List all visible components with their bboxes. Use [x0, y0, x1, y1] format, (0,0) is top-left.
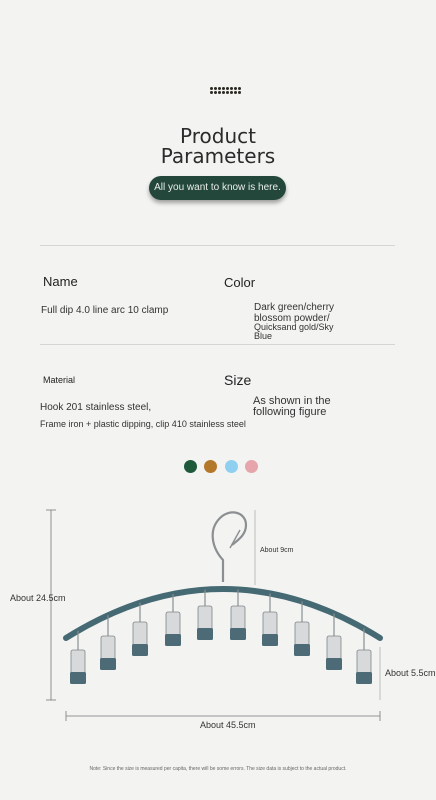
- page-title: [0, 126, 436, 166]
- name-label: Name: [43, 274, 78, 289]
- clip: [326, 613, 342, 670]
- clip: [165, 594, 181, 646]
- hanger-hook: [213, 512, 246, 582]
- subtitle-pill: All you want to know is here.: [149, 176, 286, 200]
- size-value-2: following figure: [253, 406, 327, 418]
- color-swatch-cherry-pink: [245, 460, 258, 473]
- footer-note: Note: Since the size is measured per capita, there will be some errors. The size data is subject to the actual product.: [89, 766, 347, 772]
- material-value-2: Frame iron + plastic dipping, clip 410 stainless steel: [40, 419, 246, 429]
- size-label: Size: [224, 372, 252, 388]
- material-label: Material: [43, 375, 76, 385]
- name-value: Full dip 4.0 line arc 10 clamp: [41, 305, 169, 316]
- color-value-4: Blue: [254, 331, 273, 341]
- decorative-dots: [210, 87, 242, 95]
- clip: [132, 603, 148, 656]
- clip: [197, 590, 213, 640]
- clip: [262, 593, 278, 646]
- hook-dimension-label: About 9cm: [260, 547, 294, 554]
- color-swatch-dark-green: [184, 460, 197, 473]
- color-swatch-sky-blue: [225, 460, 238, 473]
- clip: [230, 589, 246, 640]
- size-value-1: As shown in the: [253, 395, 331, 407]
- hanger-clips: [70, 589, 372, 684]
- divider: [40, 344, 395, 345]
- color-value-3: Quicksand gold/Sky: [254, 322, 334, 332]
- title-line-2: Parameters: [160, 144, 276, 168]
- color-value-1: Dark green/cherry: [254, 302, 335, 313]
- clip: [294, 601, 310, 656]
- clip-dimension-label: About 5.5cm: [385, 668, 436, 678]
- height-dimension-line: [46, 510, 56, 700]
- title-line-1: Product: [180, 124, 256, 148]
- hanger-arc: [66, 589, 380, 638]
- color-label: Color: [224, 275, 256, 290]
- clip: [100, 615, 116, 670]
- divider: [40, 245, 395, 246]
- color-value-2: blossom powder/: [254, 313, 330, 324]
- clip: [70, 631, 86, 684]
- material-value-1: Hook 201 stainless steel,: [40, 402, 152, 413]
- height-dimension-label: About 24.5cm: [10, 593, 66, 603]
- clip: [356, 629, 372, 684]
- hanger-dimension-figure: [0, 500, 436, 740]
- width-dimension-label: About 45.5cm: [200, 720, 256, 730]
- color-swatch-quicksand-gold: [204, 460, 217, 473]
